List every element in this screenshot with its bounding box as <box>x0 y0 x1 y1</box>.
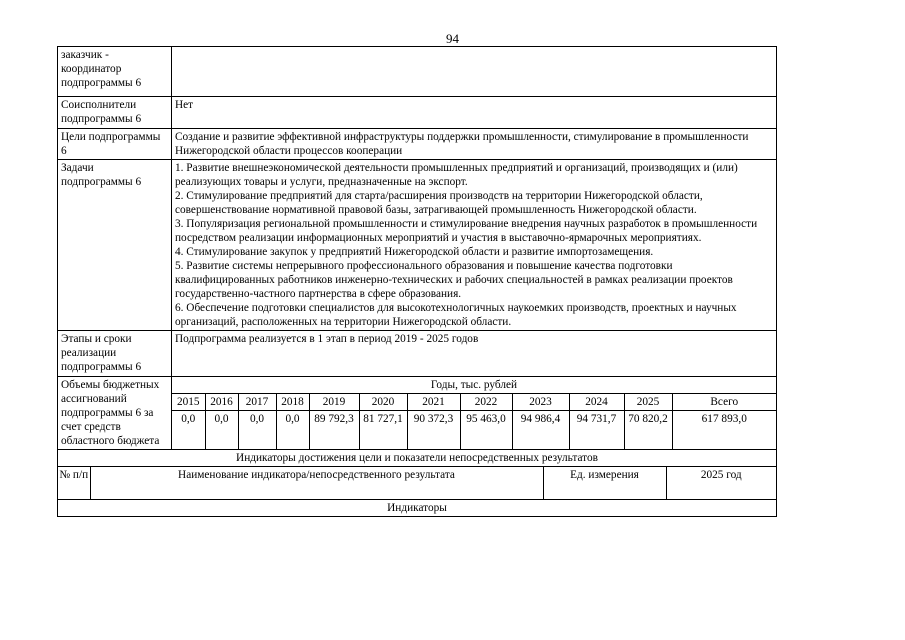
goals-value: Создание и развитие эффективной инфраструктуры поддержки промышленности, стимулирование в промышленности Нижегородской области процессов кооперации <box>172 129 777 160</box>
budget-title: Годы, тыс. рублей <box>172 377 776 394</box>
customer-value <box>172 47 777 97</box>
budget-label: Объемы бюджетных ассигнований подпрограммы 6 за счет средств областного бюджета <box>58 377 172 450</box>
year-cell: 2024 <box>569 394 624 411</box>
year-cell: 2022 <box>460 394 512 411</box>
task-item: 6. Обеспечение подготовки специалистов для высокотехнологичных наукоемких производств, проектных и научных организаций, расположенных на территории Нижегородской области. <box>175 302 737 328</box>
page-number: 94 <box>446 31 459 46</box>
customer-label: заказчик - координатор подпрограммы 6 <box>58 47 172 97</box>
year-cell: 2023 <box>512 394 569 411</box>
stages-label: Этапы и сроки реализации подпрограммы 6 <box>58 331 172 377</box>
row-goals <box>58 129 777 160</box>
value-cell: 89 792,3 <box>309 411 359 449</box>
row-customer <box>58 47 777 97</box>
year-cell: 2020 <box>359 394 407 411</box>
indicators-section-title: Индикаторы достижения цели и показатели непосредственных результатов <box>58 450 777 467</box>
indicators-subheader: Индикаторы <box>58 500 777 517</box>
year-cell: 2025 <box>624 394 672 411</box>
years-row <box>172 394 776 411</box>
year-cell: 2018 <box>276 394 309 411</box>
row-stages <box>58 331 777 377</box>
year-cell: 2017 <box>238 394 276 411</box>
year-cell: 2021 <box>407 394 460 411</box>
task-item: 4. Стимулирование закупок у предприятий Нижегородской области и развитие импортозамещения. <box>175 246 654 258</box>
indicators-table <box>58 467 776 499</box>
row-coexecutors <box>58 97 777 129</box>
value-cell: 70 820,2 <box>624 411 672 449</box>
year-cell-total: Всего <box>672 394 776 411</box>
value-cell: 94 986,4 <box>512 411 569 449</box>
task-item: 3. Популяризация региональной промышленности и стимулирование внедрения научных разработок в промышленности посредством реализации информационных мероприятий и участия в выставочно-ярмарочных мероприятиях. <box>175 218 758 244</box>
values-row <box>172 411 776 449</box>
value-cell: 81 727,1 <box>359 411 407 449</box>
value-cell: 0,0 <box>172 411 205 449</box>
stages-value: Подпрограмма реализуется в 1 этап в период 2019 - 2025 годов <box>172 331 777 377</box>
value-cell: 95 463,0 <box>460 411 512 449</box>
col-name-header: Наименование индикатора/непосредственного результата <box>90 467 543 499</box>
coexecutors-label: Соисполнители подпрограммы 6 <box>58 97 172 129</box>
indicators-subheader-row <box>58 500 777 517</box>
col-unit-header: Ед. измерения <box>543 467 666 499</box>
value-cell: 90 372,3 <box>407 411 460 449</box>
budget-table <box>172 377 776 449</box>
row-tasks <box>58 160 777 331</box>
row-budget <box>58 377 777 450</box>
tasks-value <box>172 160 777 331</box>
year-cell: 2016 <box>205 394 238 411</box>
passport-table <box>57 46 777 517</box>
year-cell: 2015 <box>172 394 205 411</box>
col-year-header: 2025 год <box>666 467 776 499</box>
value-cell: 0,0 <box>205 411 238 449</box>
task-item: 2. Стимулирование предприятий для старта/расширения производств на территории Нижегородской области, совершенствование нормативной правовой базы, затрагивающей промышленность Нижегородской области. <box>175 190 703 216</box>
value-cell: 0,0 <box>238 411 276 449</box>
indicators-header-row <box>58 467 776 499</box>
task-item: 5. Развитие системы непрерывного профессионального образования и повышение качества подготовки квалифицированных работников инженерно-технических и рабочих специальностей в рамках реализации проектов государственно-частного партнерства в сфере образования. <box>175 260 733 300</box>
goals-label: Цели подпрограммы 6 <box>58 129 172 160</box>
coexecutors-value: Нет <box>172 97 777 129</box>
col-num-header: № п/п <box>58 467 90 499</box>
value-cell-total: 617 893,0 <box>672 411 776 449</box>
year-cell: 2019 <box>309 394 359 411</box>
indicators-title-row <box>58 450 777 467</box>
task-item: 1. Развитие внешнеэкономической деятельности промышленных предприятий и организаций, производящих и (или) реализующих товары и услуги, предназначенные на экспорт. <box>175 162 738 188</box>
value-cell: 94 731,7 <box>569 411 624 449</box>
tasks-label: Задачи подпрограммы 6 <box>58 160 172 331</box>
value-cell: 0,0 <box>276 411 309 449</box>
